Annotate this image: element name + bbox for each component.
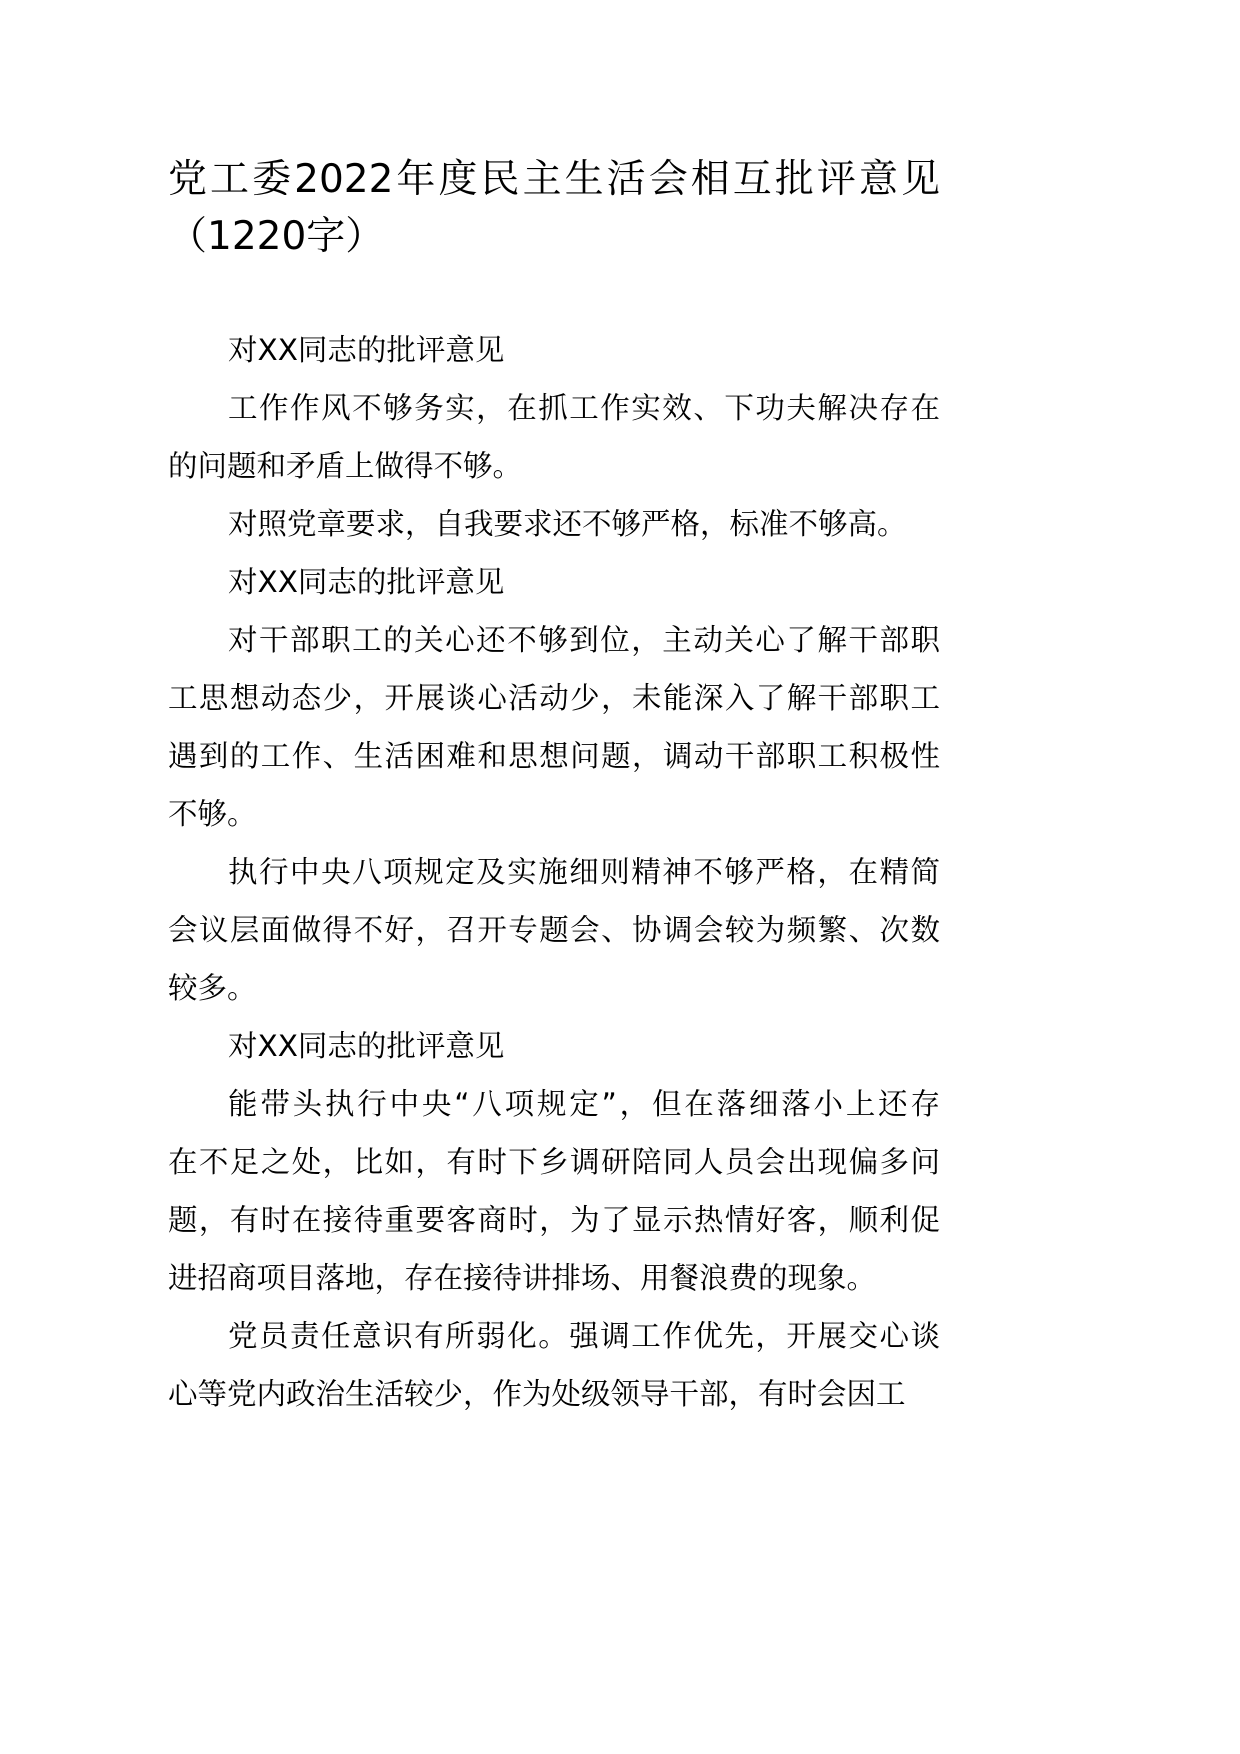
document-title <box>168 151 948 265</box>
paragraph-line: 工作作风不够务实，在抓工作实效、下功夫解决存在 <box>228 391 940 425</box>
paragraph-line: 对照党章要求，自我要求还不够严格，标准不够高。 <box>228 507 907 541</box>
paragraph-line: 党员责任意识有所弱化。强调工作优先，开展交心谈 <box>228 1319 940 1353</box>
paragraph <box>168 553 940 611</box>
paragraph-line: 能带头执行中央“八项规定”，但在落细落小上还存 <box>228 1087 940 1121</box>
paragraph-line: 会议层面做得不好，召开专题会、协调会较为频繁、次数 <box>168 913 940 947</box>
paragraph-line: 题，有时在接待重要客商时，为了显示热情好客，顺利促 <box>168 1203 940 1237</box>
paragraph-line: 在不足之处，比如，有时下乡调研陪同人员会出现偏多问 <box>168 1145 940 1179</box>
paragraph <box>168 843 940 1017</box>
paragraph <box>168 1017 940 1075</box>
paragraph-line: 不够。 <box>168 797 257 831</box>
paragraph-line: 对干部职工的关心还不够到位，主动关心了解干部职 <box>228 623 940 657</box>
paragraph-line: 对XX同志的批评意见 <box>228 333 505 367</box>
paragraph-line: 心等党内政治生活较少，作为处级领导干部，有时会因工 <box>168 1377 906 1411</box>
paragraph <box>168 1075 940 1307</box>
paragraph-line: 工思想动态少，开展谈心活动少，未能深入了解干部职工 <box>168 681 940 715</box>
title-line-2: （1220字） <box>168 214 385 259</box>
paragraph-line: 遇到的工作、生活困难和思想问题，调动干部职工积极性 <box>168 739 940 773</box>
paragraph <box>168 611 940 843</box>
paragraph <box>168 379 940 495</box>
paragraph-line: 的问题和矛盾上做得不够。 <box>168 449 523 483</box>
paragraph-line: 进招商项目落地，存在接待讲排场、用餐浪费的现象。 <box>168 1261 877 1295</box>
paragraph-line: 执行中央八项规定及实施细则精神不够严格，在精简 <box>228 855 940 889</box>
paragraph <box>168 495 940 553</box>
paragraph-line: 对XX同志的批评意见 <box>228 1029 505 1063</box>
title-line-1: 党工委2022年度民主生活会相互批评意见 <box>168 157 940 202</box>
paragraph <box>168 1307 940 1423</box>
document-body <box>168 321 940 1423</box>
paragraph <box>168 321 940 379</box>
paragraph-line: 对XX同志的批评意见 <box>228 565 505 599</box>
paragraph-line: 较多。 <box>168 971 257 1005</box>
